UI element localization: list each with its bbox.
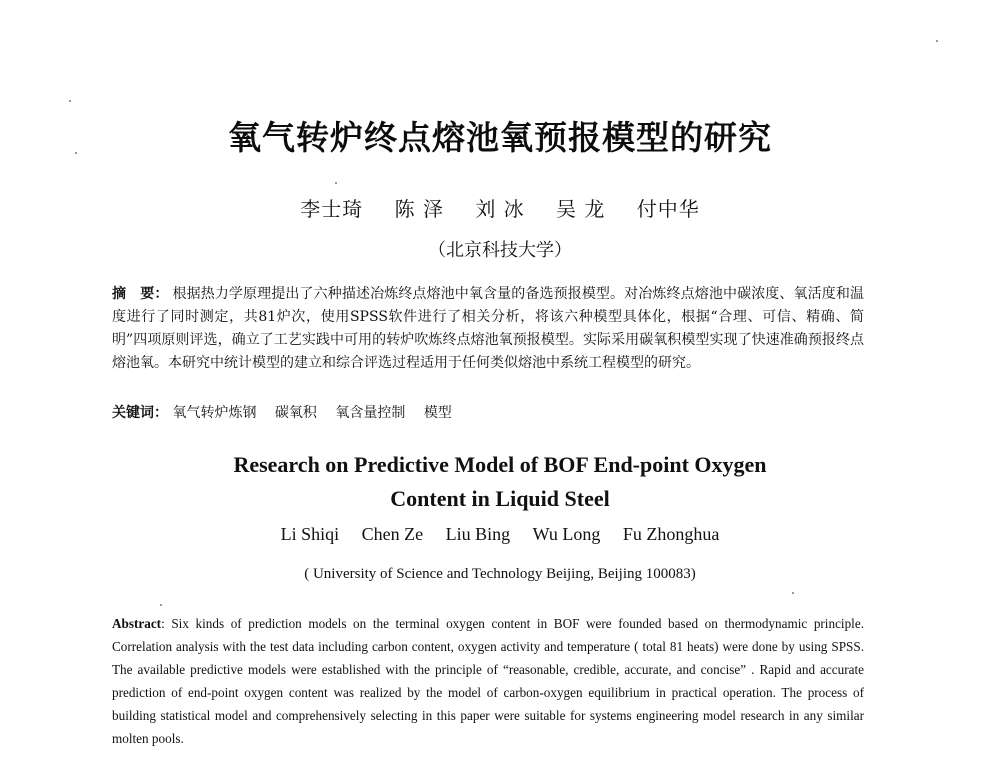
- en-author: Li Shiqi: [280, 524, 340, 544]
- scan-speck: [335, 182, 337, 184]
- en-author: Wu Long: [532, 524, 601, 544]
- en-abstract-text: : Six kinds of prediction models on the terminal oxygen content in BOF were founded based on thermodynamic principle. Correlation analysis with the test data including carbon content, oxygen activity and temperature ( total 81 heats) were done by using SPSS. The available predictive models were established with the principle of “reasonable, credible, accurate, and concise” . Rapid and accurate prediction of end-point oxygen content was realized by the model of carbon-oxygen equilibrium in practical operation. The process of building statistical model and comprehensively selecting in this paper were suitable for systems engineering model research in any similar molten pools.: [112, 616, 864, 746]
- en-author: Chen Ze: [361, 524, 424, 544]
- en-title-line: Research on Predictive Model of BOF End-point Oxygen: [233, 452, 767, 477]
- cn-abstract-label: 摘 要：: [112, 286, 169, 302]
- en-abstract-label: Abstract: [112, 616, 162, 631]
- en-author: Fu Zhonghua: [622, 524, 720, 544]
- cn-keyword: 碳氧积: [274, 405, 317, 421]
- cn-keywords: [112, 402, 864, 425]
- cn-abstract: [112, 283, 864, 375]
- cn-author-list: [0, 193, 1000, 222]
- scan-speck: [75, 152, 77, 154]
- en-title: [150, 448, 850, 516]
- scan-speck: [69, 100, 71, 102]
- scan-speck: [936, 40, 938, 42]
- cn-affiliation: （北京科技大学）: [428, 240, 572, 261]
- cn-author: 李士琦: [300, 197, 364, 221]
- cn-abstract-text: 根据热力学原理提出了六种描述冶炼终点熔池中氧含量的备选预报模型。对冶炼终点熔池中碳浓度、氧活度和温度进行了同时测定，共81炉次，使用SPSS软件进行了相关分析，将该六种模型具体化，根据“合理、可信、精确、简明”四项原则评选，确立了工艺实践中可用的转炉吹炼终点熔池氧预报模型。实际采用碳氧积模型实现了快速准确预报终点熔池氧。本研究中统计模型的建立和综合评选过程适用于任何类似熔池中系统工程模型的研究。: [112, 286, 865, 371]
- cn-author: 吴 龙: [556, 197, 606, 221]
- cn-keyword: 模型: [423, 405, 452, 421]
- en-title-line: Content in Liquid Steel: [390, 486, 610, 511]
- cn-keyword: 氧含量控制: [335, 405, 406, 421]
- en-affiliation: ( University of Science and Technology Beijing, Beijing 100083): [304, 566, 696, 582]
- cn-author: 陈 泽: [394, 197, 444, 221]
- en-author-list: [0, 524, 1000, 545]
- en-author: Liu Bing: [445, 524, 511, 544]
- cn-title: 氧气转炉终点熔池氧预报模型的研究: [228, 118, 772, 157]
- scan-speck: [792, 592, 794, 594]
- cn-keyword: 氧气转炉炼钢: [172, 405, 257, 421]
- cn-author: 刘 冰: [475, 197, 525, 221]
- cn-author: 付中华: [636, 197, 700, 221]
- en-abstract: [112, 612, 864, 750]
- scan-speck: [160, 604, 162, 606]
- cn-keywords-label: 关键词：: [112, 405, 168, 421]
